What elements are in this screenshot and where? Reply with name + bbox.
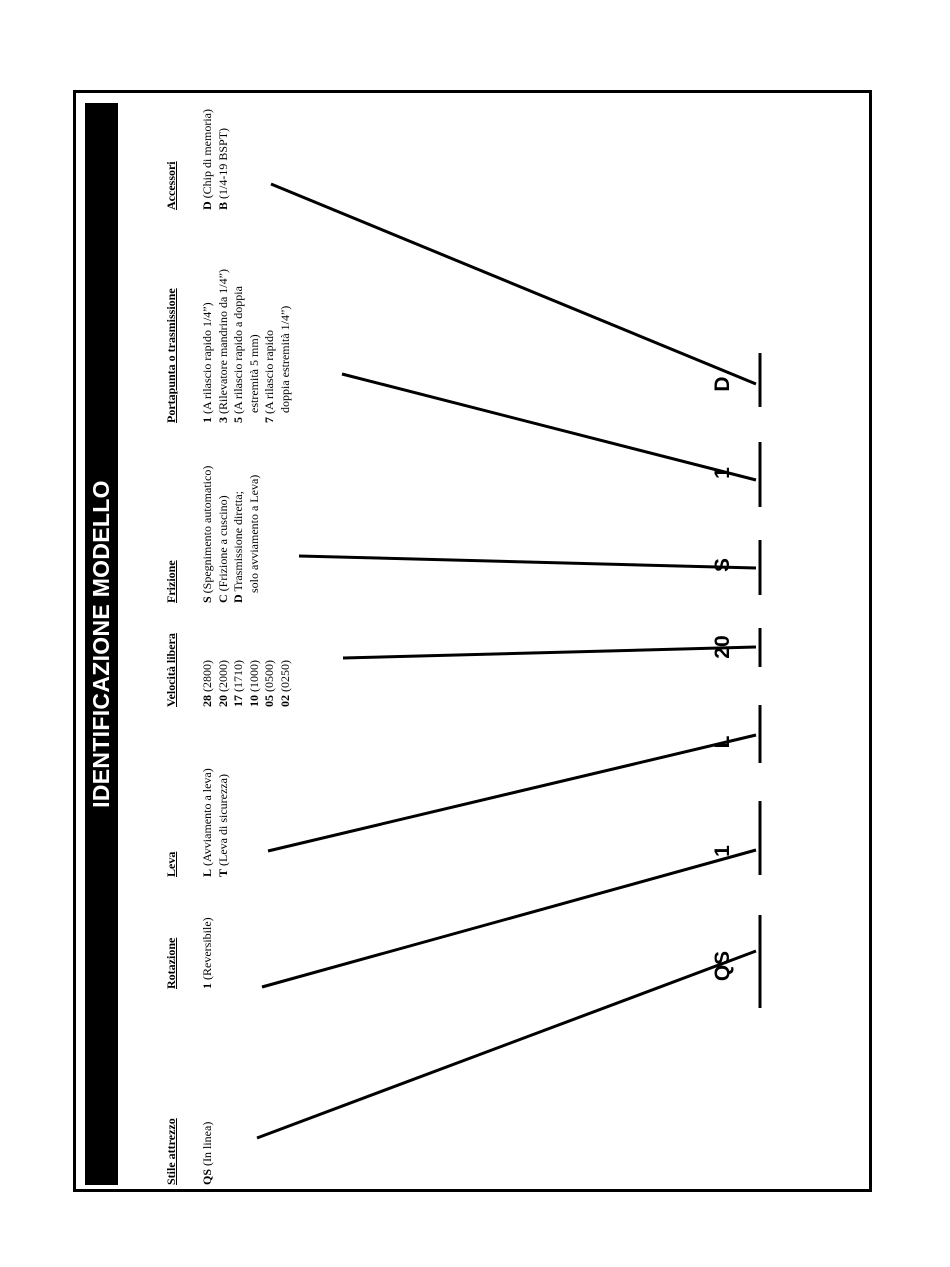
connector-leva — [268, 735, 756, 851]
option-item: 05 (0500) — [262, 660, 276, 707]
option-item: 1 (A rilascio rapido 1/4”) — [200, 302, 214, 423]
model-segment-qs: QS — [711, 950, 734, 982]
connector-velocita — [343, 647, 756, 658]
heading-frizione: Frizione — [164, 560, 178, 603]
option-item: 10 (1000) — [246, 660, 261, 707]
heading-rotazione: Rotazione — [164, 937, 178, 989]
connector-accessori — [271, 184, 756, 384]
options-leva — [200, 768, 231, 877]
options-velocita-libera — [200, 660, 293, 707]
options-stile-attrezzo — [200, 1122, 216, 1185]
heading-leva: Leva — [164, 851, 178, 877]
option-item: 5 (A rilascio rapido a doppia — [231, 286, 245, 423]
option-item: 20 (2000) — [215, 660, 230, 707]
option-item: 02 (0250) — [277, 660, 292, 707]
option-item: C (Frizione a cuscino) — [215, 495, 230, 603]
heading-velocita-libera: Velocità libera — [164, 633, 178, 707]
connector-portapunta — [342, 374, 756, 480]
heading-portapunta: Portapunta o trasmissione — [164, 288, 178, 423]
diagram-title: IDENTIFICAZIONE MODELLO — [88, 480, 114, 808]
options-rotazione — [200, 917, 216, 989]
option-item: 7 (A rilascio rapido — [262, 330, 276, 423]
option-item: 1 (Reversibile) — [200, 917, 214, 989]
diagram-frame — [73, 90, 872, 1192]
options-portapunta — [200, 269, 293, 423]
option-item: doppia estremità 1/4”) — [277, 305, 292, 413]
connector-rotazione — [262, 850, 756, 987]
rotated-diagram — [76, 93, 873, 1193]
model-segment-rotation: 1 — [711, 845, 734, 857]
connector-stile-attrezzo — [257, 951, 756, 1138]
option-item: T (Leva di sicurezza) — [215, 774, 230, 877]
option-item: QS (In linea) — [200, 1121, 214, 1185]
model-segment-drive: 1 — [711, 467, 734, 479]
option-item: 3 (Rilevatore mandrino da 1/4”) — [215, 269, 230, 423]
model-segment-speed: 20 — [711, 635, 734, 659]
model-segment-clutch: S — [711, 558, 734, 573]
option-item: L (Avviamento a leva) — [200, 768, 214, 877]
option-item: D Trasmissione diretta; — [231, 490, 245, 603]
model-segment-accessory: D — [711, 376, 734, 392]
options-accessori — [200, 109, 231, 210]
options-frizione — [200, 466, 262, 603]
option-item: estremità 5 mm) — [246, 334, 261, 413]
option-item: solo avviamento a Leva) — [246, 474, 261, 593]
heading-accessori: Accessori — [164, 161, 178, 210]
option-item: S (Spegnimento automatico) — [200, 465, 214, 603]
option-item: D (Chip di memoria) — [200, 109, 214, 210]
option-item: B (1/4-19 BSPT) — [215, 127, 230, 210]
connector-lines — [76, 93, 873, 1193]
connector-frizione — [299, 556, 756, 568]
option-item: 17 (1710) — [231, 660, 245, 707]
option-item: 28 (2800) — [200, 660, 214, 707]
model-segment-lever: L — [711, 735, 734, 749]
heading-stile-attrezzo: Stile attrezzo — [164, 1118, 178, 1185]
